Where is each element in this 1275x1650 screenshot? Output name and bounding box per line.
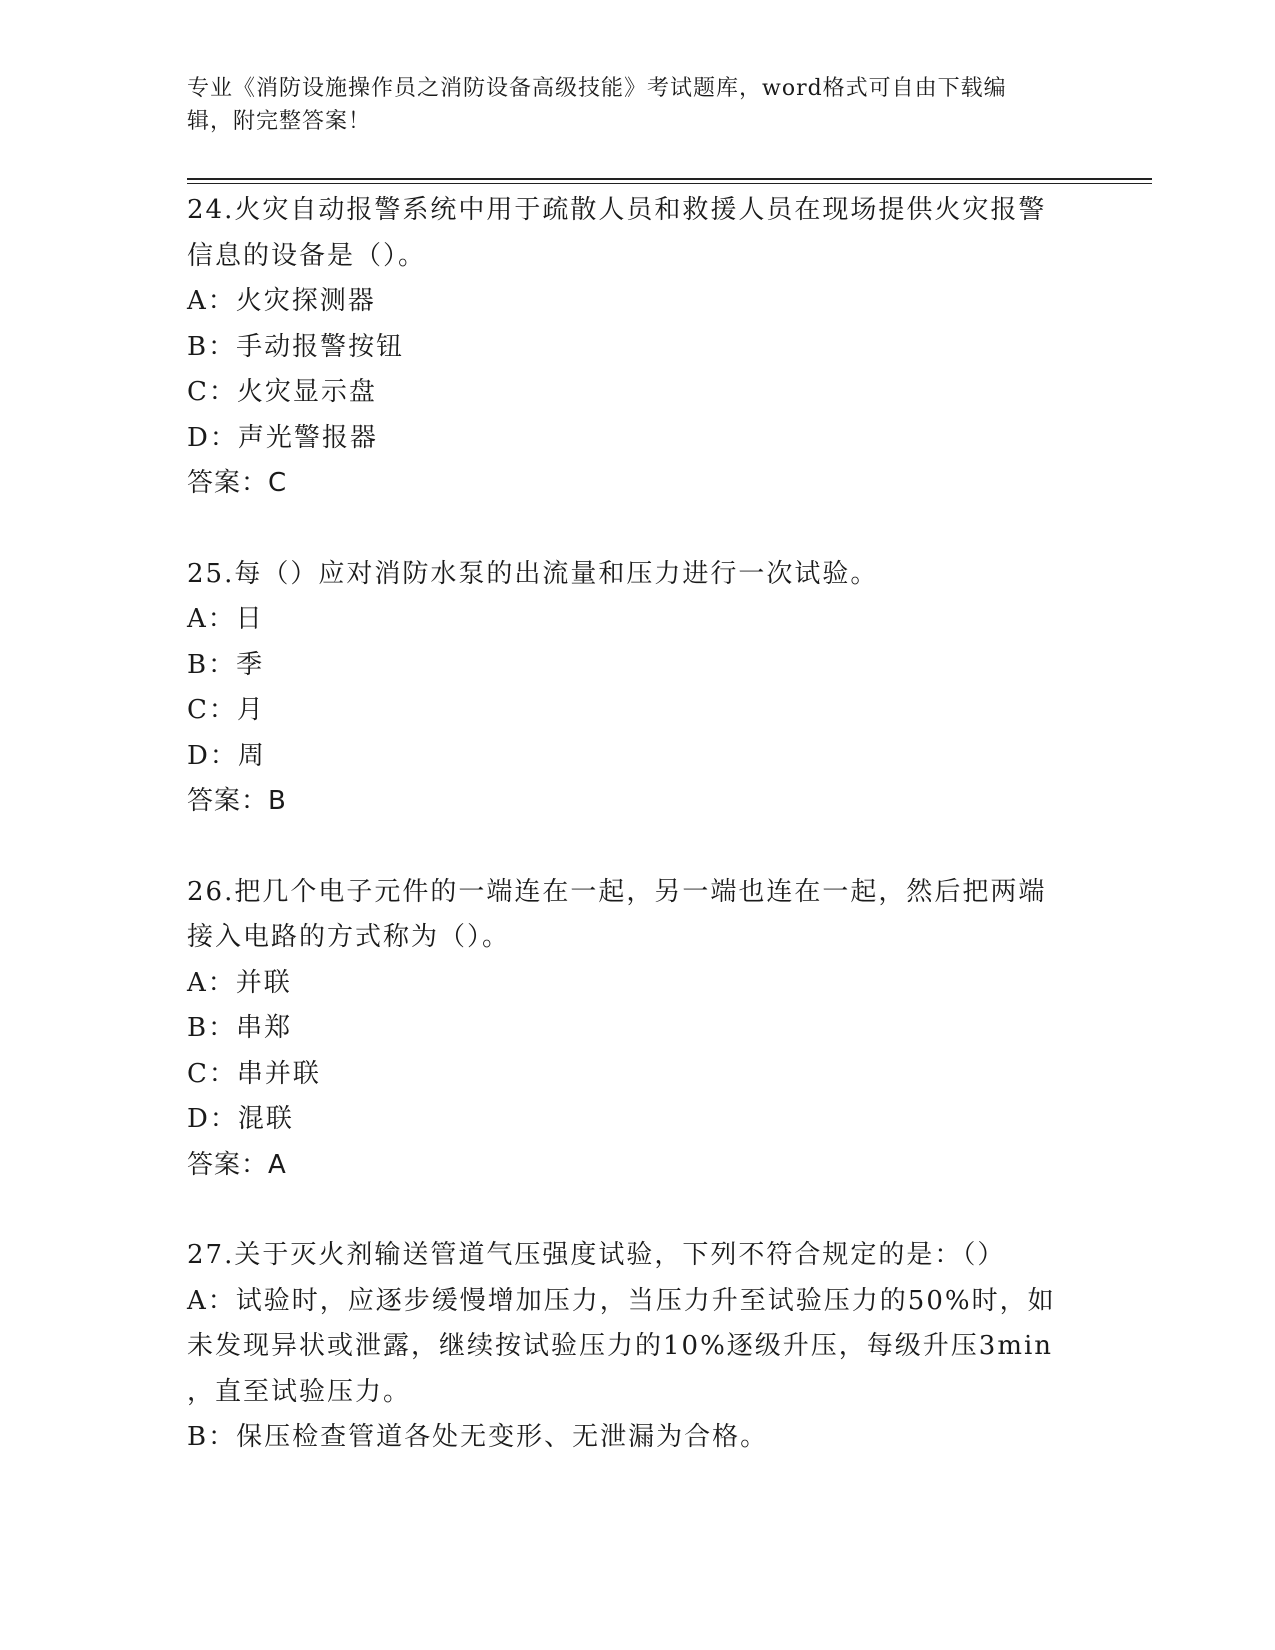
header-divider-thick <box>187 178 1152 180</box>
option-c: C：火灾显示盘 <box>187 377 377 407</box>
question-27 <box>187 1233 1087 1461</box>
option-b: B：手动报警按钮 <box>187 331 405 362</box>
option-c: C：串并联 <box>187 1058 321 1089</box>
option-d: D：声光警报器 <box>187 422 378 453</box>
question-spacer <box>187 825 1087 870</box>
answer-line: 答案：A <box>187 1149 287 1180</box>
question-stem-line: 26.把几个电子元件的一端连在一起，另一端也连在一起，然后把两端 <box>187 876 1047 907</box>
option-b: B：季 <box>187 649 265 680</box>
question-spacer <box>187 507 1087 552</box>
question-spacer <box>187 1188 1087 1233</box>
option-d: D：周 <box>187 740 266 771</box>
header-line-2: 辑，附完整答案！ <box>187 109 372 134</box>
question-24 <box>187 188 1087 507</box>
question-stem-line: 24.火灾自动报警系统中用于疏散人员和救援人员在现场提供火灾报警 <box>187 195 1047 225</box>
question-stem-line: 27.关于灭火剂输送管道气压强度试验，下列不符合规定的是：（） <box>187 1240 1006 1270</box>
option-a-line: A：试验时，应逐步缓慢增加压力，当压力升至试验压力的50%时，如 <box>187 1285 1056 1316</box>
option-b: B：串郑 <box>187 1013 293 1043</box>
answer-line: 答案：B <box>187 786 287 816</box>
option-a-line: 未发现异状或泄露，继续按试验压力的10%逐级升压，每级升压3min <box>187 1331 1054 1361</box>
option-a: A：火灾探测器 <box>187 286 376 316</box>
document-header <box>187 72 1067 138</box>
header-line-1: 专业《消防设施操作员之消防设备高级技能》考试题库，word格式可自由下载编 <box>187 76 1007 101</box>
option-a: A：日 <box>187 604 264 634</box>
option-a: A：并联 <box>187 967 292 998</box>
question-26 <box>187 870 1087 1189</box>
question-stem-line: 信息的设备是（）。 <box>187 240 427 271</box>
question-25 <box>187 552 1087 825</box>
option-a-line: ，直至试验压力。 <box>187 1376 412 1407</box>
option-c: C：月 <box>187 695 265 725</box>
question-stem-line: 25.每（）应对消防水泵的出流量和压力进行一次试验。 <box>187 558 879 589</box>
question-stem-line: 接入电路的方式称为（）。 <box>187 922 511 952</box>
header-divider-thin <box>187 183 1152 184</box>
question-list <box>187 188 1087 1461</box>
answer-line: 答案：C <box>187 468 288 498</box>
option-d: D：混联 <box>187 1104 294 1134</box>
option-b: B：保压检查管道各处无变形、无泄漏为合格。 <box>187 1422 769 1452</box>
